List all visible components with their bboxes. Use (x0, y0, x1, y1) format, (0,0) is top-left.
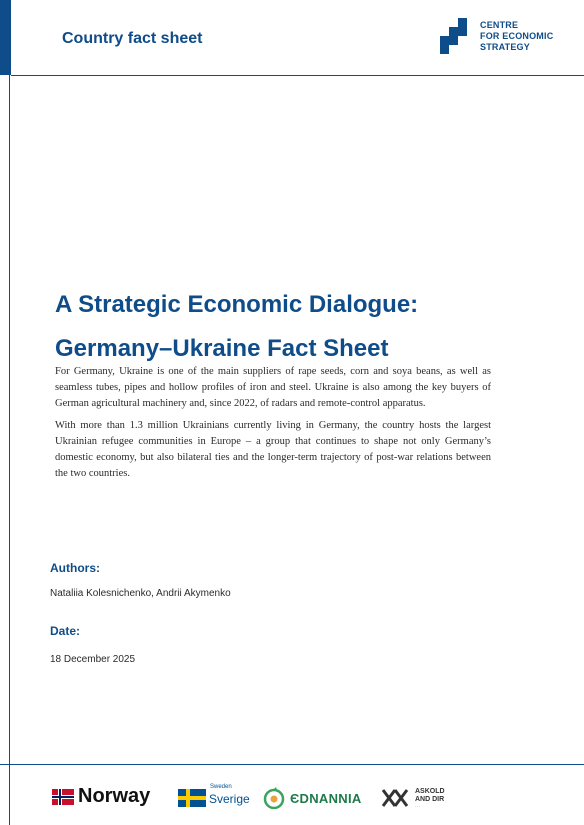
ednannia-logo-icon (263, 787, 285, 809)
askold-dir-logo-text (415, 788, 445, 804)
title-line-2: Germany–Ukraine Fact Sheet (55, 335, 389, 362)
logo-line-1: CENTRE (480, 20, 519, 30)
norway-flag-icon (52, 789, 74, 805)
header-title: Country fact sheet (62, 30, 203, 47)
date-label: Date: (50, 624, 81, 638)
footer-divider (0, 764, 584, 765)
logo-line-2: FOR ECONOMIC (480, 31, 554, 41)
askold-dir-logo-icon (381, 788, 411, 808)
authors-names: Nataliia Kolesnichenko, Andrii Akymenko (50, 588, 231, 599)
date-value: 18 December 2025 (50, 654, 136, 665)
sweden-flag-icon (178, 789, 206, 807)
partner-logos (52, 784, 572, 814)
askold-line-2: AND DIR (415, 796, 445, 803)
logo-line-3: STRATEGY (480, 42, 530, 52)
sweden-logo-small-text: Sweden (210, 784, 232, 790)
askold-line-1: ASKOLD (415, 788, 445, 795)
summary-text (55, 364, 491, 487)
left-margin-line (9, 75, 10, 825)
authors-label: Authors: (50, 561, 100, 575)
norway-logo-text: Norway (78, 785, 151, 807)
summary-paragraph-2: With more than 1.3 million Ukrainians currently living in Germany, the country hosts the largest Ukrainian refugee communities in Europe – a group that continues to shape not only Germany’s domestic economy, but also bilateral ties and the longer-term trajectory of post-war relations between the two countries. (55, 419, 491, 480)
ces-logo-text (480, 20, 553, 53)
ednannia-logo-text: ЄDNANNIA (290, 791, 362, 806)
title-line-1: A Strategic Economic Dialogue: (55, 291, 419, 318)
left-accent-bar (0, 0, 11, 75)
sverige-logo-text: Sverige (209, 792, 250, 806)
askold-dir-subtitle: · · · (415, 805, 421, 809)
header-divider (11, 75, 584, 76)
ces-logo (440, 18, 580, 58)
document-title (55, 283, 535, 371)
summary-paragraph-1: For Germany, Ukraine is one of the main suppliers of rape seeds, corn and soya beans, as well as seamless tubes, pipes and hollow profiles of iron and steel. Ukraine is also among the key buyers of German agricultural machinery and, since 2022, of radars and remote-control apparatus. (55, 366, 491, 410)
ces-logo-mark-icon (440, 18, 476, 54)
